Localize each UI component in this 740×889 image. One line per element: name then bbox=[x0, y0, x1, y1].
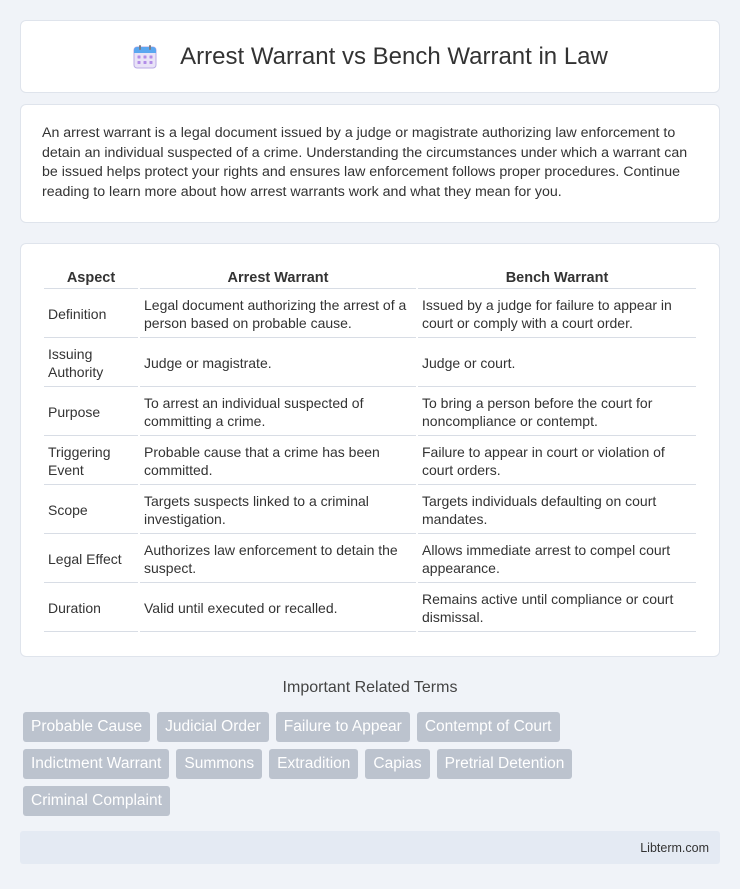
comparison-card bbox=[20, 243, 720, 657]
header-bench-warrant: Bench Warrant bbox=[418, 267, 696, 289]
cell-bench: Targets individuals defaulting on court mandates. bbox=[418, 487, 696, 534]
cell-arrest: Valid until executed or recalled. bbox=[140, 585, 416, 632]
tag-capias[interactable]: Capias bbox=[365, 749, 429, 779]
cell-bench: Judge or court. bbox=[418, 340, 696, 387]
comparison-table bbox=[42, 265, 698, 634]
cell-aspect: Issuing Authority bbox=[44, 340, 138, 387]
cell-aspect: Legal Effect bbox=[44, 536, 138, 583]
cell-bench: To bring a person before the court for noncompliance or contempt. bbox=[418, 389, 696, 436]
intro-card bbox=[20, 104, 720, 223]
cell-bench: Failure to appear in court or violation of court orders. bbox=[418, 438, 696, 485]
page-title: Arrest Warrant vs Bench Warrant in Law bbox=[180, 42, 608, 70]
cell-aspect: Duration bbox=[44, 585, 138, 632]
table-header-row bbox=[44, 267, 696, 289]
footer-brand[interactable]: Libterm.com bbox=[640, 840, 709, 855]
cell-bench: Issued by a judge for failure to appear in court or comply with a court order. bbox=[418, 291, 696, 338]
table-row bbox=[44, 340, 696, 387]
cell-arrest: Authorizes law enforcement to detain the suspect. bbox=[140, 536, 416, 583]
related-terms-title: Important Related Terms bbox=[282, 679, 458, 697]
header-aspect: Aspect bbox=[44, 267, 138, 289]
cell-arrest: Judge or magistrate. bbox=[140, 340, 416, 387]
header-card bbox=[20, 20, 720, 93]
cell-aspect: Definition bbox=[44, 291, 138, 338]
tag-extradition[interactable]: Extradition bbox=[269, 749, 358, 779]
tag-summons[interactable]: Summons bbox=[176, 749, 262, 779]
cell-arrest: Legal document authorizing the arrest of a person based on probable cause. bbox=[140, 291, 416, 338]
calendar-icon bbox=[132, 44, 158, 70]
tag-judicial-order[interactable]: Judicial Order bbox=[157, 712, 269, 742]
tag-probable-cause[interactable]: Probable Cause bbox=[23, 712, 150, 742]
table-row bbox=[44, 389, 696, 436]
header-arrest-warrant: Arrest Warrant bbox=[140, 267, 416, 289]
cell-aspect: Triggering Event bbox=[44, 438, 138, 485]
cell-arrest: To arrest an individual suspected of committing a crime. bbox=[140, 389, 416, 436]
cell-bench: Allows immediate arrest to compel court appearance. bbox=[418, 536, 696, 583]
table-row bbox=[44, 291, 696, 338]
related-terms-list bbox=[20, 712, 620, 816]
table-row bbox=[44, 536, 696, 583]
tag-contempt-of-court[interactable]: Contempt of Court bbox=[417, 712, 560, 742]
cell-aspect: Scope bbox=[44, 487, 138, 534]
footer bbox=[20, 831, 720, 864]
table-row bbox=[44, 585, 696, 632]
cell-arrest: Targets suspects linked to a criminal investigation. bbox=[140, 487, 416, 534]
tag-indictment-warrant[interactable]: Indictment Warrant bbox=[23, 749, 169, 779]
tag-pretrial-detention[interactable]: Pretrial Detention bbox=[437, 749, 573, 779]
cell-arrest: Probable cause that a crime has been committed. bbox=[140, 438, 416, 485]
table-row bbox=[44, 487, 696, 534]
cell-aspect: Purpose bbox=[44, 389, 138, 436]
table-row bbox=[44, 438, 696, 485]
tag-criminal-complaint[interactable]: Criminal Complaint bbox=[23, 786, 170, 816]
intro-text: An arrest warrant is a legal document issued by a judge or magistrate authorizing law enforcement to detain an individual suspected of a crime. Understanding the circumstances under which a warrant can be issued helps protect your rights and ensures law enforcement follows proper procedures. Continue reading to learn more about how arrest warrants work and what they mean for you. bbox=[42, 125, 688, 200]
tag-failure-to-appear[interactable]: Failure to Appear bbox=[276, 712, 410, 742]
cell-bench: Remains active until compliance or court dismissal. bbox=[418, 585, 696, 632]
